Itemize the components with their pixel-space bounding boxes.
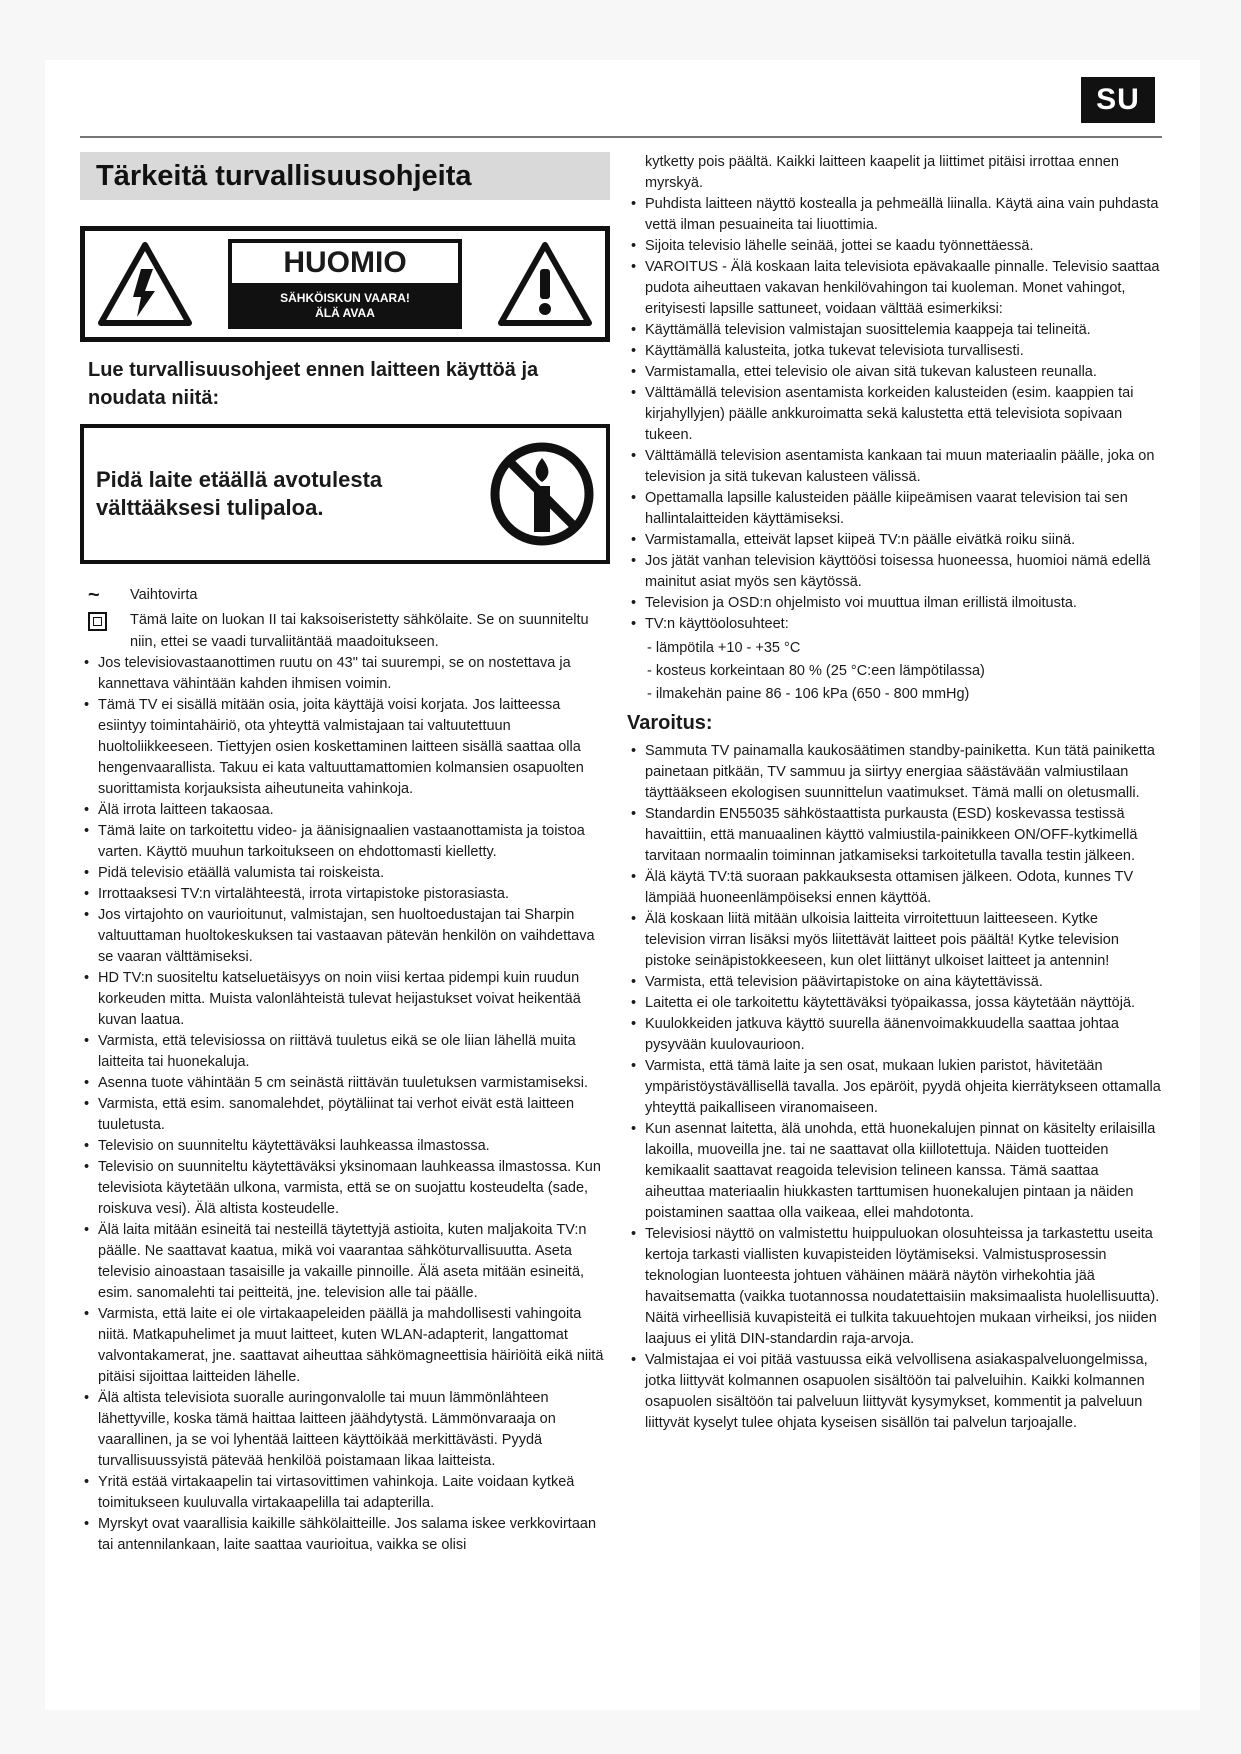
class-ii-double-insulation-icon: [88, 609, 120, 631]
list-item: • Irrottaaksesi TV:n virtalähteestä, irrota virtapistoke pistorasiasta.: [80, 884, 610, 905]
list-item: • Sammuta TV painamalla kaukosäätimen standby-painiketta. Kun tätä painiketta painetaan pitkään, TV sammuu ja siirtyy energiaa säästävään valmiustilaan täyttääkseen ekologisen suunnittelun vaatimukset. Tämä malli on oletusmalli.: [627, 741, 1162, 804]
right-column: [627, 152, 1162, 1434]
page-title: Tärkeitä turvallisuusohjeita: [80, 152, 610, 200]
list-item: • Jos jätät vanhan television käyttöösi toisessa huoneessa, huomioi nämä edellä mainitut asiat myös sen käytössä.: [627, 551, 1162, 593]
right-bullet-list: [627, 152, 1162, 635]
list-item: • Laitetta ei ole tarkoitettu käytettäväksi työpaikassa, jossa käytetään näyttöjä.: [627, 993, 1162, 1014]
list-item: • TV:n käyttöolosuhteet:: [627, 614, 1162, 635]
ac-tilde-icon: ~: [88, 584, 100, 606]
header-rule: [80, 136, 1162, 138]
list-item: • Älä käytä TV:tä suoraan pakkauksesta ottamisen jälkeen. Odota, kunnes TV lämpiää huoneenlämpöiseksi ennen käyttöä.: [627, 867, 1162, 909]
list-item: • Välttämällä television asentamista kankaan tai muun materiaalin päälle, joka on television ja sitä tukevan kalusteen välissä.: [627, 446, 1162, 488]
list-item: • Välttämällä television asentamista korkeiden kalusteiden (esim. kaappien tai kirjahyllyjen) päälle ankkuroimatta sekä kalustetta että televisiota sopivaan tukeen.: [627, 383, 1162, 446]
list-item: • Varmistamalla, etteivät lapset kiipeä TV:n päälle eivätkä roiku siinä.: [627, 530, 1162, 551]
warning-label-subtitle: [228, 283, 462, 329]
symbol-text: Vaihtovirta: [130, 587, 198, 603]
list-item: • VAROITUS - Älä koskaan laita televisiota epävakaalle pinnalle. Televisio saattaa pudota aiheuttaen vakavan henkilövahingon tai kuoleman. Monet vahingot, erityisesti lapsille sattuneet, voidaan välttää esimerkiksi:: [627, 257, 1162, 320]
list-item: • Pidä televisio etäällä valumista tai roiskeista.: [80, 863, 610, 884]
left-column: [80, 152, 610, 1556]
exclamation-warning-icon: [497, 241, 593, 327]
warning-bullet-list: [627, 741, 1162, 1434]
list-item: • Opettamalla lapsille kalusteiden päälle kiipeämisen vaarat television tai sen hallintalaitteiden käyttämiseksi.: [627, 488, 1162, 530]
list-item: • Kun asennat laitetta, älä unohda, että huonekalujen pinnat on käsitelty erilaisilla lakoilla, muoveilla jne. tai ne saattavat olla kiillotettuja. Näiden tuotteiden kemikaalit saattavat reagoida television telineen kanssa. Tämä saattaa aiheuttaa materiaalin hiukkasten tarttumisen huonekalujen pintaan ja näiden poistaminen saattaa olla vaikeaa, ellei mahdotonta.: [627, 1119, 1162, 1224]
list-item: • Älä altista televisiota suoralle auringonvalolle tai muun lämmönlähteen lähettyville, koska tämä haittaa laitteen jäähdytystä. Lämmönvaraaja on vaarallinen, ja se voi lyhentää laitteen käyttöikää merkittävästi. Pyydä turvallisuussyistä pätevää henkilöä poistamaan likaa laitteista.: [80, 1388, 610, 1472]
symbol-text: Tämä laite on luokan II tai kaksoiseristetty sähkölaite. Se on suunniteltu niin, ettei se vaadi turvaliitäntää maadoitukseen.: [130, 612, 589, 650]
symbol-row-ac: [80, 584, 610, 606]
list-item: • Tämä laite on tarkoitettu video- ja äänisignaalien vastaanottamista ja toistoa varten. Käyttö muuhun tarkoitukseen on ehdottomasti kielletty.: [80, 821, 610, 863]
read-instructions-heading: Lue turvallisuusohjeet ennen laitteen käyttöä ja noudata niitä:: [88, 359, 539, 409]
list-item: • Jos televisiovastaanottimen ruutu on 43" tai suurempi, se on nostettava ja kannettava vähintään kahden ihmisen voimin.: [80, 653, 610, 695]
electric-shock-warning-icon: [97, 241, 193, 327]
operating-conditions: [627, 637, 1162, 706]
warning-label-line1: SÄHKÖISKUN VAARA!: [280, 291, 410, 305]
language-badge: SU: [1081, 77, 1155, 123]
condition-humidity: - kosteus korkeintaan 80 % (25 °C:een lämpötilassa): [647, 663, 985, 679]
list-item: • Varmista, että television päävirtapistoke on aina käytettävissä.: [627, 972, 1162, 993]
list-item: • Kuulokkeiden jatkuva käyttö suurella äänenvoimakkuudella saattaa johtaa pysyvään kuulovaurioon.: [627, 1014, 1162, 1056]
fire-warning-box: [80, 424, 610, 564]
list-item: • Älä laita mitään esineitä tai nesteillä täytettyjä astioita, kuten maljakoita TV:n päälle. Ne saattavat kaatua, mikä voi vaarantaa sähköturvallisuutta. Aseta televisio ainoastaan tasaisille ja vakaille pinnoille. Älä aseta mitään esineitä, esim. sanomalehti tai peitteitä, jne. television alle tai päälle.: [80, 1220, 610, 1304]
warning-label-title: HUOMIO: [228, 239, 462, 283]
no-open-flame-icon: [488, 440, 596, 548]
list-item: • Televisio on suunniteltu käytettäväksi lauhkeassa ilmastossa.: [80, 1136, 610, 1157]
condition-temperature: - lämpötila +10 - +35 °C: [647, 640, 801, 656]
list-item: • Varmista, että tämä laite ja sen osat, mukaan lukien paristot, hävitetään ympäristöystävällisellä tavalla. Jos epäröit, pyydä ohjeita kierrätykseen ottamalla yhteyttä paikalliseen viranomaiseen.: [627, 1056, 1162, 1119]
list-item-continuation: kytketty pois päältä. Kaikki laitteen kaapelit ja liittimet pitäisi irrottaa ennen myrskyä.: [645, 154, 1119, 191]
list-item: • Television ja OSD:n ohjelmisto voi muuttua ilman erillistä ilmoitusta.: [627, 593, 1162, 614]
list-item: • Älä irrota laitteen takaosaa.: [80, 800, 610, 821]
list-item: • Varmista, että esim. sanomalehdet, pöytäliinat tai verhot eivät estä laitteen tuuletusta.: [80, 1094, 610, 1136]
list-item: • Valmistajaa ei voi pitää vastuussa eikä velvollisena asiakaspalveluongelmissa, jotka liittyvät kolmannen osapuolen sisältöön tai palveluihin. Kaikki kolmannen osapuolen sisältöön tai palveluun liittyvät kysymykset, kommentit ja palveluun liittyvät kyselyt tulee ohjata kyseisen sisällön tai palvelun tarjoajalle.: [627, 1350, 1162, 1434]
fire-warning-text: Pidä laite etäällä avotulesta välttääksesi tulipaloa.: [96, 467, 383, 520]
list-item: • Sijoita televisio lähelle seinää, jottei se kaadu työnnettäessä.: [627, 236, 1162, 257]
list-item: • Standardin EN55035 sähköstaattista purkausta (ESD) koskevassa testissä havaittiin, että manuaalinen käyttö valmiustila-painikkeen ON/OFF-kytkimellä tarvitaan normaalin toiminnan jatkamiseksi tarkoitetulla tavalla testin jälkeen.: [627, 804, 1162, 867]
list-item: • Televisiosi näyttö on valmistettu huippuluokan olosuhteissa ja tarkastettu useita kertoja tarkasti viallisten kuvapisteiden löytämiseksi. Valmistusprosessin teknologian luonteesta johtuen vähäinen määrä näytön virhekohtia jää havaitsematta (vaikka tuotannossa noudatettaisiin maksimaalista huolellisuutta). Näitä virheellisiä kuvapisteitä ei tulkita takuuehtojen mukaan virheiksi, jos niiden laajuus ei ylitä DIN-standardin raja-arvoja.: [627, 1224, 1162, 1350]
list-item: • Älä koskaan liitä mitään ulkoisia laitteita virroitettuun laitteeseen. Kytke television virran lisäksi myös liitettävät laitteet pois päältä! Kytke television pistoke seinäpistokkeeseen, kun olet liittänyt ulkoiset laitteet ja antennin!: [627, 909, 1162, 972]
warning-label-box: [80, 226, 610, 342]
left-bullet-list: [80, 653, 610, 1556]
list-item: • Televisio on suunniteltu käytettäväksi yksinomaan lauhkeassa ilmastossa. Kun televisiota käytetään ulkona, varmista, että se on suojattu kosteudelta (sade, roiskuva vesi). Älä altista kosteudelle.: [80, 1157, 610, 1220]
symbol-row-class-ii: [80, 609, 610, 653]
list-item: • Varmista, että laite ei ole virtakaapeleiden päällä ja mahdollisesti vahingoita niitä. Matkapuhelimet ja muut laitteet, kuten WLAN-adapterit, langattomat valvontakamerat, jne. saattavat aiheuttaa sähkömagneettisia häiriöitä eikä niitä pitäisi sijoittaa laitteiden lähelle.: [80, 1304, 610, 1388]
list-item: • Varmista, että televisiossa on riittävä tuuletus eikä se ole liian lähellä muita laitteita tai huonekaluja.: [80, 1031, 610, 1073]
list-item: • Käyttämällä television valmistajan suosittelemia kaappeja tai telineitä.: [627, 320, 1162, 341]
list-item: • Yritä estää virtakaapelin tai virtasovittimen vahinkoja. Laite voidaan kytkeä toimitukseen kuuluvalla virtakaapelilla tai adapterilla.: [80, 1472, 610, 1514]
list-item: • Jos virtajohto on vaurioitunut, valmistajan, sen huoltoedustajan tai Sharpin valtuuttaman huoltokeskuksen tai vastaavan pätevän henkilön on vaihdettava se vaaran välttämiseksi.: [80, 905, 610, 968]
list-item: • Tämä TV ei sisällä mitään osia, joita käyttäjä voisi korjata. Jos laitteessa esiintyy toimintahäiriö, ota yhteyttä valmistajaan tai valtuutettuun huoltoliikkeeseen. Tiettyjen osien koskettaminen laitteen sisällä saattaa olla hengenvaarallista. Takuu ei kata valtuuttamattomien kolmansien osapuolten suorittamista korjauksista aiheutuneita vahinkoja.: [80, 695, 610, 800]
list-item: • Käyttämällä kalusteita, jotka tukevat televisiota turvallisesti.: [627, 341, 1162, 362]
list-item: • Varmistamalla, ettei televisio ole aivan sitä tukevan kalusteen reunalla.: [627, 362, 1162, 383]
list-item: • Puhdista laitteen näyttö kostealla ja pehmeällä liinalla. Käytä aina vain puhdasta vettä ilman pesuaineita tai liuottimia.: [627, 194, 1162, 236]
list-item: • Asenna tuote vähintään 5 cm seinästä riittävän tuuletuksen varmistamiseksi.: [80, 1073, 610, 1094]
list-item: • Myrskyt ovat vaarallisia kaikille sähkölaitteille. Jos salama iskee verkkovirtaan tai antennilankaan, laite saattaa vaurioitua, vaikka se olisi: [80, 1514, 610, 1556]
warning-label-line2: ÄLÄ AVAA: [315, 306, 375, 320]
condition-pressure: - ilmakehän paine 86 - 106 kPa (650 - 800 mmHg): [647, 686, 970, 702]
warning-label-center: [228, 239, 462, 329]
warning-heading: Varoitus:: [627, 712, 713, 734]
list-item: • HD TV:n suositeltu katseluetäisyys on noin viisi kertaa pidempi kuin ruudun korkeuden mitta. Muista valonlähteistä tulevat heijastukset voivat heikentää kuvan laatua.: [80, 968, 610, 1031]
